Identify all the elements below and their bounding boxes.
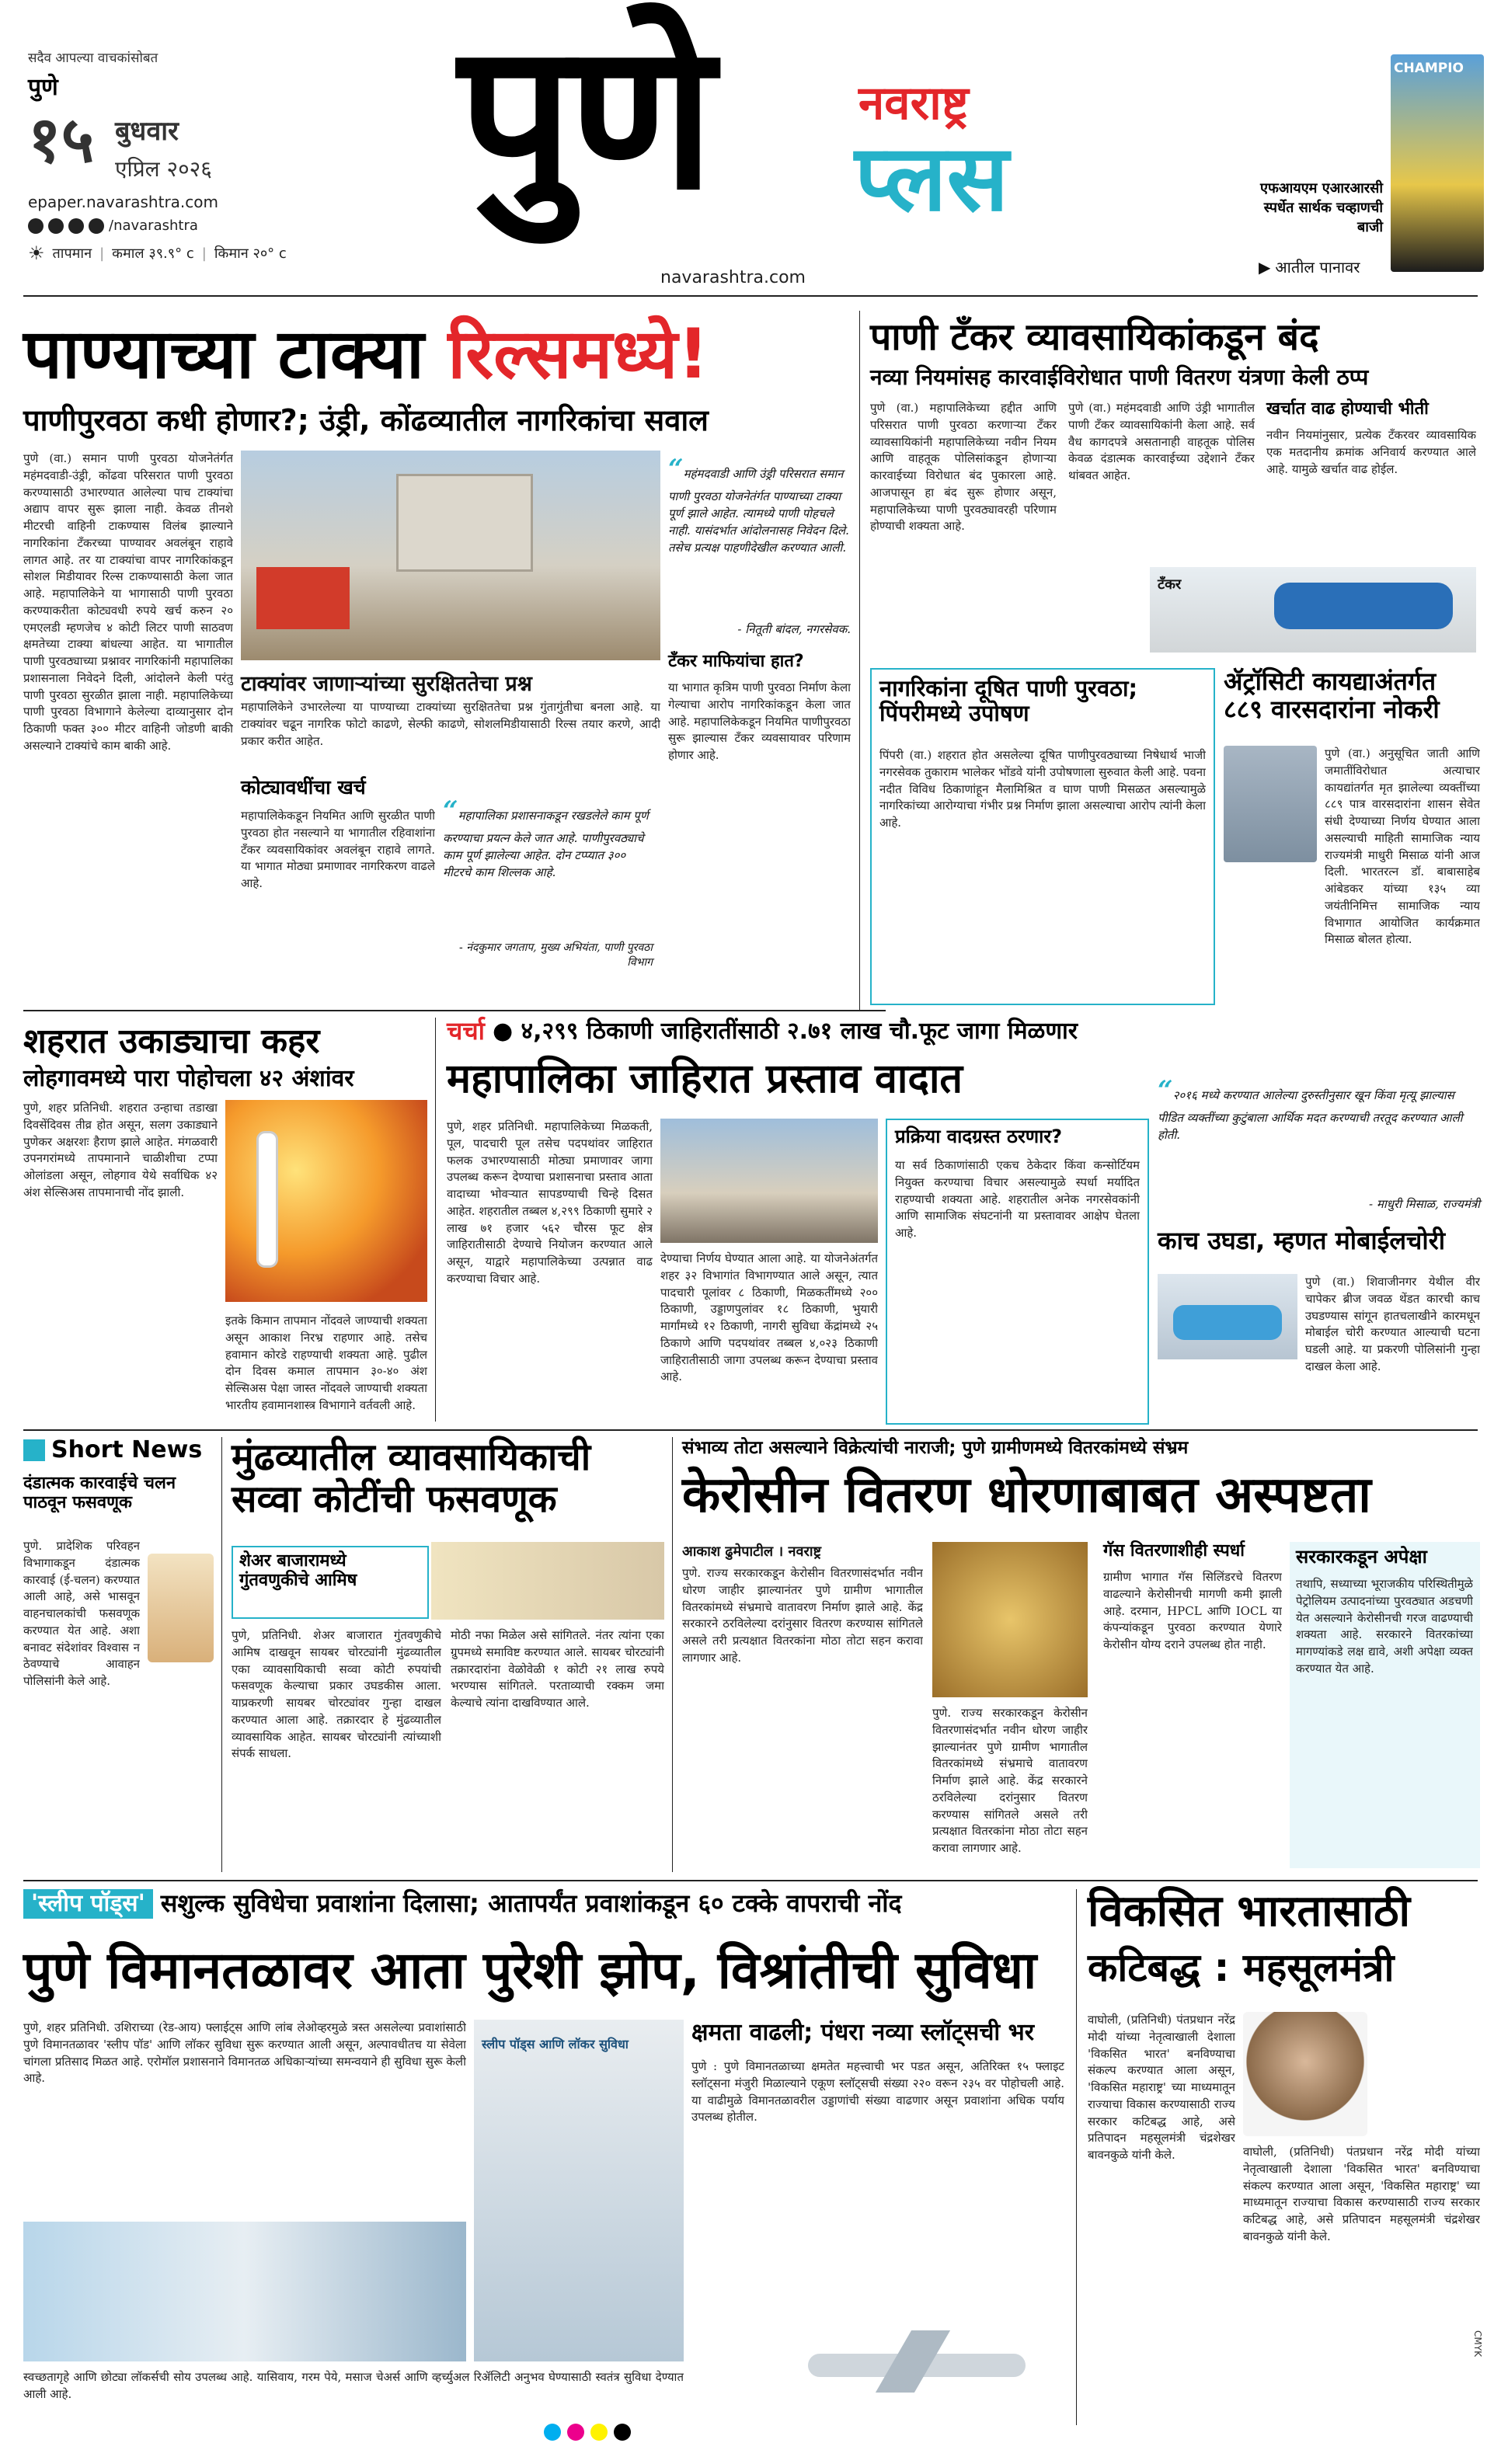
lead-column-1: पुणे (वा.) समान पाणी पुरवठा योजनेतंर्गत महंमदवाडी-उंड्री, कोंढवा परिसरात पाणी पुरवठा करण्यासाठी उभारण्यात आलेल्या पाच टाक्यांचा अद्याप वापर सुरू झाला नाही. केवळ तीनशे मीटरची वाहिनी टाकण्यास विलंब झाल्याने नागरिकांना टँकरच्या पाण्यावर अवलंबून राहावे लागत आहे. तर या टाक्यांचा वापर नागरिकांकडून सोशल मिडीयावर रिल्स टाकण्यासाठी केला जात आहे. महापालिकेने या भागासाठी पाणी पुरवठा करण्याकरीता कोट्यवधी रुपये खर्च करुन २० एमएलडी म्हणजेच ४ कोटी लिटर पाणी साठवण क्षमतेच्या टाक्या बांधल्या आहेत. या भागातील पाणी पुरवठ्याच्या प्रश्नावर नागरिकांनी महापालिका प्रशासनाला निवेदने दिली, आंदोलने केली परंतु पाणी पुरवठा सुरळीत झाला नाही. महापालिकेच्या पाणी पुरवठा विभागाने केलेल्या दाव्यानुसार दोन ठिकाणी फक्त ३०० मीटर वाहिनी जोडणी बाकी असल्याने टाक्यांचे काम बाकी आहे. xyxy=(23,451,233,753)
polluted-headline: नागरिकांना दूषित पाणी पुरवठा; पिंपरीमध्ये उपोषण xyxy=(879,675,1138,727)
municipal-building-photo xyxy=(660,1119,878,1243)
social-handle: /navarashtra xyxy=(109,218,198,234)
promo-box[interactable] xyxy=(1259,54,1484,280)
sleep-pod-photo xyxy=(23,2222,466,2361)
promo-photo xyxy=(1391,54,1484,272)
short-news-title: Short News xyxy=(23,1437,202,1463)
airport-headline: पुणे विमानतळावर आता पुरेशी झोप, विश्रांतीची सुविधा xyxy=(23,1940,1037,2000)
col-divider-3 xyxy=(221,1437,222,1872)
kerosene-byline: आकाश ढुमेपाटील । नवराष्ट्र xyxy=(682,1543,821,1560)
section-rule-1 xyxy=(23,1010,886,1011)
kerosene-text: पुणे. राज्य सरकारकडून केरोसीन वितरणासंदर्भात नवीन धोरण जाहीर झाल्यानंतर पुणे ग्रामीण भागातील वितरकांमध्ये संभ्रमाचे वातावरण निर्माण झाले आहे. केंद्र सरकारने ठरविलेल्या दरांनुसार वितरण करण्यास सांगितले असले तरी प्रत्यक्षात वितरकांना मोठा तोटा सहन करावा लागणार आहे. xyxy=(682,1566,923,1665)
fraud-headline: मुंढव्यातील व्यावसायिकाची सव्वा कोटींची फसवणूक xyxy=(232,1436,591,1521)
masthead-title: पुणे xyxy=(458,0,710,235)
atrocity-headline: ॲट्रॉसिटी कायद्याअंतर्गत ८८९ वारसदारांना नोकरी xyxy=(1224,666,1440,724)
kerosene-headline: केरोसीन वितरण धोरणाबाबत अस्पष्टता xyxy=(682,1467,1371,1524)
cmyk-dot-cyan xyxy=(544,2424,561,2441)
ads-text-2: देण्याचा निर्णय घेण्यात आला आहे. या योजनेअंतर्गत शहर ३२ विभागांत विभागण्यात आले असून, त्यात पादचारी पूलांवर ८ ठिकाणी, मिळकतींमध्ये २०० ठिकाणी, उड्डाणपुलांवर १८ ठिकाणी, भुयारी मार्गांमध्ये १२ ठिकाणी, नागरी सुविधा केंद्रांमध्ये २५ ठिकाणे आणि पदपथांवर तब्बल ४,०२३ ठिकाणी जाहिरातीसाठी जागा उपलब्ध करून देण्याचा प्रस्ताव आहे. xyxy=(660,1251,878,1384)
fraud-text: पुणे, प्रतिनिधी. शेअर बाजारात गुंतवणुकीचे आमिष दाखवून सायबर चोरट्यांनी मुंढव्यातील एका व्यावसायिकाची सव्वा कोटी रुपयांची फसवणूक केल्याचा प्रकार उघडकीस आला. याप्रकरणी सायबर चोरट्यांवर गुन्हा दाखल करण्यात आला आहे. तक्रारदार हे मुंढव्यातील व्यावसायिक आहेत. सायबर चोरट्यांनी त्यांच्याशी संपर्क साधला. xyxy=(232,1628,441,1761)
polluted-text: पिंपरी (वा.) शहरात होत असलेल्या दूषित पाणीपुरवठ्याच्या निषेधार्थ भाजी नगरसेवक तुकाराम भालेकर भोंडवे यांनी उपोषणाला सुरुवात केली आहे. पवना नदीत विविध ठिकाणांहून मैलामिश्रित व घाण पाणी मिसळत असल्यामुळे नागरिकांच्या आरोग्याचा गंभीर प्रश्न निर्माण झाला असल्याचा आरोप त्यांनी केला आहे. xyxy=(879,748,1206,830)
viksit-text: वाघोली, (प्रतिनिधी) पंतप्रधान नरेंद्र मोदी यांच्या नेतृत्वाखाली देशाला 'विकसित भारत' बनविण्याचा संकल्प करण्यात आला असून, 'विकसित महाराष्ट्र' च्या माध्यमातून राज्याचा विकास करण्यासाठी राज्य सरकार कटिबद्ध आहे, असे प्रतिपादन महसूलमंत्री चंद्रशेखर बावनकुळे यांनी केले. xyxy=(1088,2013,1235,2162)
x-icon[interactable] xyxy=(68,218,84,234)
pod-interior-photo xyxy=(474,2020,684,2361)
tanker-mafia-text: या भागात कृत्रिम पाणी पुरवठा निर्माण केला गेल्याचा आरोप नागरिकांकडून केला जात आहे. महापालिकेकडून नियमित पाणीपुरवठा सुरू झाल्यास टँकर व्यवसायावर परिणाम होणार आहे. xyxy=(668,680,851,762)
epaper-url[interactable]: epaper.navarashtra.com xyxy=(28,193,218,211)
brand-top: नवराष्ट्र xyxy=(858,76,969,131)
minister-photo xyxy=(1224,746,1317,862)
quote-icon: “ xyxy=(668,454,684,485)
airport-sub2: क्षमता वाढली; पंधरा नव्या स्लॉट्सची भर xyxy=(691,2019,1034,2046)
airport-text-3: पुणे : पुणे विमानतळाच्या क्षमतेत महत्त्वाची भर पडत असून, अतिरिक्त १५ फ्लाइट स्लॉट्सना मंजुरी मिळाल्याने एकूण स्लॉट्सची संख्या २२० वरून २३५ वर पोहोचली आहे. या वाढीमुळे विमानतळावरील उड्डाणांची संख्या वाढणार असून प्रवाशांना अधिक पर्याय उपलब्ध होतील. xyxy=(691,2059,1064,2125)
ads-text: पुणे, शहर प्रतिनिधी. महापालिकेच्या मिळकती, पूल, पादचारी पूल तसेच पदपथांवर जाहिरात फलक उभारण्यासाठी मोठ्या प्रमाणावर जागा उपलब्ध करून देण्याचा प्रशासनाचा प्रस्ताव आता वादाच्या भोवऱ्यात सापडण्याची चिन्हे दिसत आहेत. शहरातील तब्बल ४,२९९ ठिकाणी सुमारे २ लाख ७१ हजार ५६२ चौरस फूट क्षेत्र जाहिरातीसाठी देण्याचे नियोजन करण्यात आले असून, याद्वारे महापालिकेच्या उत्पन्नात वाढ करण्याचा विचार आहे. xyxy=(447,1119,653,1286)
weather-icon: ☀ xyxy=(28,242,45,264)
short-news-text: पुणे. प्रादेशिक परिवहन विभागाकडून दंडात्मक कारवाई (ई-चलन) करण्यात आली आहे, असे भासवून वाहनचालकांची फसवणूक करण्यात येत आहे. अशा बनावट संदेशांवर विश्वास न ठेवण्याचे आवाहन पोलिसांनी केले आहे. xyxy=(23,1539,140,1688)
gas-head: गॅस वितरणाशीही स्पर्धा xyxy=(1103,1541,1245,1561)
lead-quote-2-author: - नंदकुमार जगताप, मुख्य अभियंता, पाणी पुरवठा विभाग xyxy=(459,941,653,969)
tanker-col-1: पुणे (वा.) महापालिकेच्या हद्दीत आणि परिसरात पाणी पुरवठा करणाऱ्या टँकर व्यावसायिकांनी महापालिकेच्या नवीन नियम आणि वाहतूक पोलिसांकडून होणाऱ्या कारवाईच्या विरोधात बंद पुकारला आहे. आजपासून हा बंद सुरू होणार असून, महापालिकेच्या पाणी पुरवठ्यावरही परिणाम होण्याची शक्यता आहे. xyxy=(870,401,1057,534)
cmyk-dot-magenta xyxy=(567,2424,584,2441)
lead-subhead: पाणीपुरवठा कधी होणार?; उंड्री, कोंढव्यातील नागरिकांचा सवाल xyxy=(23,403,709,437)
ads-box-text: या सर्व ठिकाणांसाठी एकच ठेकेदार किंवा कन्सोर्टियम नियुक्त करण्याचा विचार असल्यामुळे स्पर्धा मर्यादित राहण्याची शक्यता आहे. शहरातील अनेक नगरसेवकांनी आणि सामाजिक संघटनांनी या प्रस्तावावर आक्षेप घेतला आहे. xyxy=(895,1158,1140,1240)
airport-text: पुणे, शहर प्रतिनिधी. उशिराच्या (रेड-आय) फ्लाईट्स आणि लांब लेओव्हरमुळे त्रस्त असलेल्या प्रवाशांसाठी पुणे विमानतळावर 'स्लीप पॉड' आणि लॉकर सुविधा सुरू करण्यात आली असून, अल्पावधीतच या सेवेला चांगला प्रतिसाद मिळत आहे. एरोमॉल प्रशासनाने विमानतळ अधिकाऱ्यांच्या समन्वयाने ही सुविधा सुरू केली आहे. xyxy=(23,2020,466,2086)
heat-text: पुणे, शहर प्रतिनिधी. शहरात उन्हाचा तडाखा दिवसेंदिवस तीव्र होत असून, सलग उकाड्याने पुणेकर अक्षरशः हैराण झाले आहेत. मंगळवारी उपनगरांमध्ये तापमानाने चाळीशीचा टप्पा ओलांडला असून, लोहगाव येथे सर्वाधिक ४२ अंश सेल्सिअस तापमानाची नोंद झाली. xyxy=(23,1101,218,1199)
govt-box xyxy=(1290,1542,1480,1868)
cost-rise-head: खर्चात वाढ होण्याची भीती xyxy=(1266,399,1429,419)
ads-box xyxy=(886,1119,1149,1425)
col-divider-4 xyxy=(672,1437,673,1872)
govt-head: सरकारकडून अपेक्षा xyxy=(1296,1546,1427,1568)
kerosene-kicker: संभाव्य तोटा असल्याने विक्रेत्यांची नाराजी; पुणे ग्रामीणमध्ये वितरकांमध्ये संभ्रम xyxy=(682,1438,1189,1458)
masthead-divider xyxy=(23,295,1478,297)
atrocity-quote-author: - माधुरी मिसाळ, राज्यमंत्री xyxy=(1369,1197,1480,1211)
cost-text: महापालिकेकडून नियमित आणि सुरळीत पाणी पुरवठा होत नसल्याने या भागातील रहिवाशांना टँकर व्यवसायिकांवर अवलंबून राहावे लागते. या भागात मोठ्या प्रमाणावर नागरिकरण वाढले आहे. xyxy=(241,809,435,890)
airport-kicker-row xyxy=(23,1889,902,1919)
fraud-photo xyxy=(431,1542,664,1620)
lead-quote-1-author: - नितूती बांदल, नगरसेवक. xyxy=(737,622,851,636)
lead-quote-1: “महंमदवाडी आणि उंड्री परिसरात समान पाणी पुरवठा योजनेतंर्गत पाण्याच्या टाक्या पूर्ण झाले आहेत. त्यामध्ये पाणी पोहचले नाही. यासंदर्भात आंदोलनासह निवेदन दिले. तसेच प्रत्यक्ष पाहणीदेखील करण्यात आली. xyxy=(668,454,849,555)
weather-row: ☀ तापमान | कमाल ३९.९° c | किमान २०° c xyxy=(28,242,287,264)
viksit-headline-b: कटिबद्ध : महसूलमंत्री xyxy=(1088,1945,1395,1990)
ads-tag: चर्चा xyxy=(447,1016,485,1046)
promo-author: ▶ आतील पानावर xyxy=(1259,257,1360,277)
ads-kicker-row xyxy=(447,1018,1078,1046)
short-news-head: दंडात्मक कारवाईचे चलन पाठवून फसवणूक xyxy=(23,1474,176,1512)
tanker-col-2: पुणे (वा.) महंमदवाडी आणि उंड्री भागातील पाणी टँकर व्यावसायिकांनी केला आहे. सर्व वैध कागदपत्रे असतानाही वाहतूक पोलिस केवळ दंडात्मक कारवाईच्या उद्देशाने टँकर थांबवत आहेत. xyxy=(1068,401,1255,482)
cmyk-dot-yellow xyxy=(590,2424,608,2441)
atrocity-text: पुणे (वा.) अनुसूचित जाती आणि जमातींविरोधात अत्याचार कायद्यांतर्गत मृत झालेल्या व्यक्तींच्या ८८९ पात्र वारसदारांना शासन सेवेत संधी देण्याच्या निर्णय घेण्यात आला असल्याची माहिती सामाजिक न्याय राज्यमंत्री माधुरी मिसाळ यांनी आज दिली. भारतरत्न डॉ. बाबासाहेब आंबेडकर यांच्या १३५ व्या जयंतीनिमित्त सामाजिक न्याय विभागात आयोजित कार्यक्रमात मिसाळ बोलत होत्या. xyxy=(1325,747,1480,947)
heat-headline: शहरात उकाड्याचा कहर xyxy=(23,1021,320,1061)
heat-subhead: लोहगावमध्ये पारा पोहोचला ४२ अंशांवर xyxy=(23,1065,354,1092)
youtube-icon[interactable] xyxy=(89,218,104,234)
gas-text: ग्रामीण भागात गॅस सिलिंडरचे वितरण वाढल्याने केरोसीनची मागणी कमी झाली आहे. दरमान, HPCL आणि IOCL या कंपन्यांकडून पुरवठा करण्यात येणारे केरोसीन योग्य दराने उपलब्ध होत नाही. xyxy=(1103,1570,1282,1651)
ads-box-head: प्रक्रिया वादग्रस्त ठरणार? xyxy=(895,1126,1063,1147)
section-rule-3 xyxy=(23,1880,1478,1881)
lead-headline: पाण्याच्या टाक्या रिल्समध्ये! xyxy=(23,314,709,394)
pod-label: स्लीप पॉड्स आणि लॉकर सुविधा xyxy=(482,2037,629,2052)
facebook-icon[interactable] xyxy=(28,218,44,234)
theft-headline: काच उघडा, म्हणत मोबाईलचोरी xyxy=(1158,1226,1446,1255)
promo-badge: CHAMPIO xyxy=(1394,61,1464,76)
photo-caption-head: टाक्यांवर जाणाऱ्यांच्या सुरक्षिततेचा प्रश्न xyxy=(241,672,532,696)
polluted-box xyxy=(870,668,1215,1005)
arrow-icon: ▶ xyxy=(1259,257,1271,277)
cmyk-dot-black xyxy=(614,2424,631,2441)
social-row xyxy=(28,218,198,234)
airport-text-2: स्वच्छतागृहे आणि छोट्या लॉकर्सची सोय उपलब्ध आहे. यासिवाय, गरम पेये, मसाज चेअर्स आणि व्हर्च्युअल रिॲलिटी अनुभव घेण्यासाठी स्वतंत्र सुविधा देण्यात आली आहे. xyxy=(23,2370,684,2401)
temperature-max: कमाल ३९.९° c xyxy=(112,245,194,262)
cost-head: कोट्यावधींचा खर्च xyxy=(241,776,366,799)
viksit-headline-a: विकसित भारतासाठी xyxy=(1088,1886,1411,1937)
cartoon-photo xyxy=(148,1554,214,1662)
water-tank-photo xyxy=(241,451,660,660)
kerosene-photo xyxy=(932,1542,1088,1697)
heat-photo xyxy=(225,1100,427,1302)
atrocity-quote: “२०१६ मध्ये करण्यात आलेल्या दुरुस्तीनुसार खून किंवा मृत्यू झाल्यास पीडित व्यक्तींच्या कुटुंबाला आर्थिक मदत करण्याची तरतूद करण्यात आली होती. xyxy=(1158,1075,1463,1143)
fraud-sub-box xyxy=(232,1546,429,1619)
col-divider-1 xyxy=(859,311,860,1010)
news-icon xyxy=(23,1439,45,1461)
temperature-label: तापमान xyxy=(52,245,92,262)
site-url[interactable]: navarashtra.com xyxy=(660,268,806,287)
tanker-sign: टँकर xyxy=(1158,576,1182,593)
photo-caption-text: महापालिकेने उभारलेल्या या पाण्याच्या टाक्यांच्या सुरक्षिततेचा प्रश्न गुंतागुंतीचा बनला आहे. या टाक्यांवर चढून नागरिक फोटो काढणे, सेल्फी काढणे, सोशलमिडीयासाठी रिल्स तयार करणे, आदी प्रकार करीत आहेत. xyxy=(241,700,660,748)
heat-text-2: इतके किमान तापमान नोंदवले जाण्याची शक्यता असून आकाश निरभ्र राहणार आहे. तसेच हवामान कोरडे राहण्याची शक्यता आहे. पुढील दोन दिवस कमाल तापमान ३०-४० अंश सेल्सिअस पेक्षा जास्त नोंदवले जाण्याची शक्यता भारतीय हवामानशास्त्र विभागाने वर्तवली आहे. xyxy=(225,1314,427,1412)
viksit-text-2: वाघोली, (प्रतिनिधी) पंतप्रधान नरेंद्र मोदी यांच्या नेतृत्वाखाली देशाला 'विकसित भारत' बनविण्याचा संकल्प करण्यात आला असून, 'विकसित महाराष्ट्र' च्या माध्यमातून राज्याचा विकास करण्यासाठी राज्य सरकार कटिबद्ध आहे, असे प्रतिपादन महसूलमंत्री चंद्रशेखर बावनकुळे यांनी केले. xyxy=(1243,2145,1480,2243)
instagram-icon[interactable] xyxy=(48,218,64,234)
theft-text: पुणे (वा.) शिवाजीनगर येथील वीर चापेकर ब्रीज जवळ थेंडत कारची काच उघडण्यास सांगून हातचलाखीने कारमधून मोबाईल चोरी करण्यात आल्याची घटना घडली आहे. या प्रकरणी पोलिसांनी गुन्हा दाखल केला आहे. xyxy=(1305,1275,1480,1373)
airport-tag: 'स्लीप पॉड्स' xyxy=(23,1889,153,1919)
fraud-sub: शेअर बाजारामध्ये गुंतवणुकीचे आमिष xyxy=(239,1551,357,1590)
car-photo xyxy=(1158,1274,1297,1359)
tanker-subhead: नव्या नियमांसह कारवाईविरोधात पाणी वितरण यंत्रणा केली ठप्प xyxy=(870,364,1369,390)
weekday: बुधवार xyxy=(115,116,179,147)
temperature-min: किमान २०° c xyxy=(214,245,287,262)
lead-quote-2: “महापालिका प्रशासनाकडून रखडलेले काम पूर्ण करण्याचा प्रयत्न केले जात आहे. पाणीपुरवठ्याचे काम पूर्ण झालेल्या आहेत. दोन टप्प्यात ३०० मीटरचे काम शिल्लक आहे. xyxy=(443,795,649,879)
cmyk-label: CMYK xyxy=(1472,2330,1483,2357)
date-number: १५ xyxy=(28,103,95,177)
kerosene-col-2: पुणे. राज्य सरकारकडून केरोसीन वितरणासंदर्भात नवीन धोरण जाहीर झाल्यानंतर पुणे ग्रामीण भागातील वितरकांमध्ये संभ्रमाचे वातावरण निर्माण झाले आहे. केंद्र सरकारने ठरविलेल्या दरांनुसार वितरण करण्यास सांगितले असले तरी प्रत्यक्षात वितरकांना मोठा तोटा सहन करावा लागणार आहे. xyxy=(932,1706,1088,1855)
masthead xyxy=(0,0,1501,311)
thermometer-icon xyxy=(256,1131,278,1268)
short-news-box xyxy=(23,1437,214,1872)
tagline: सदैव आपल्या वाचकांसोबत xyxy=(28,50,158,66)
col-divider-5 xyxy=(1076,1889,1077,2425)
tanker-mafia-head: टँकर माफियांचा हात? xyxy=(668,652,804,671)
revenue-minister-photo xyxy=(1243,2012,1367,2136)
tanker-truck-photo xyxy=(1150,567,1476,653)
promo-text: एफआयएम एआरआरसी स्पर्धेत सार्थक चव्हाणची बाजी xyxy=(1260,180,1383,236)
ads-kicker: ● ४,२९९ ठिकाणी जाहिरातींसाठी २.७१ लाख चौ.फूट जागा मिळणार xyxy=(492,1018,1078,1046)
brand-bottom: प्लस xyxy=(855,124,1009,231)
govt-text: तथापि, सध्याच्या भूराजकीय परिस्थितीमुळे पेट्रोलियम उत्पादनांच्या पुरवठ्यात अडचणी येत असल्याने केरोसीनची गरज वाढण्याची शक्यता आहे. सरकारने वितरकांच्या मागण्यांकडे लक्ष द्यावे, अशी अपेक्षा व्यक्त करण्यात येत आहे. xyxy=(1296,1577,1473,1676)
col-divider-2 xyxy=(435,1018,436,1422)
cost-rise-text: नवीन नियमांनुसार, प्रत्येक टँकरवर व्यावसायिक एक मतदानीय क्रमांक अनिवार्य करण्यात आले आहे. यामुळे खर्चात वाढ होईल. xyxy=(1266,428,1476,476)
section-rule-2 xyxy=(23,1429,1478,1431)
city-label: पुणे xyxy=(28,74,58,101)
airport-kicker: सशुल्क सुविधेचा प्रवाशांना दिलासा; आतापर्यंत प्रवाशांकडून ६० टक्के वापराची नोंद xyxy=(160,1888,902,1918)
airplane-photo xyxy=(792,2323,1049,2400)
fraud-text-2: मोठी नफा मिळेल असे सांगितले. नंतर त्यांना एका ग्रुपमध्ये समाविष्ट करण्यात आले. सायबर चोरट्यांनी तक्रारदारांना वेळोवेळी १ कोटी २१ लाख रुपये भरण्यास सांगितले. परताव्याची रक्कम जमा केल्याचे त्यांना दाखविण्यात आले. xyxy=(451,1628,664,1710)
ads-headline: महापालिका जाहिरात प्रस्ताव वादात xyxy=(447,1056,963,1102)
tanker-headline: पाणी टँकर व्यावसायिकांकडून बंद xyxy=(870,315,1319,359)
month-year: एप्रिल २०२६ xyxy=(115,156,212,182)
